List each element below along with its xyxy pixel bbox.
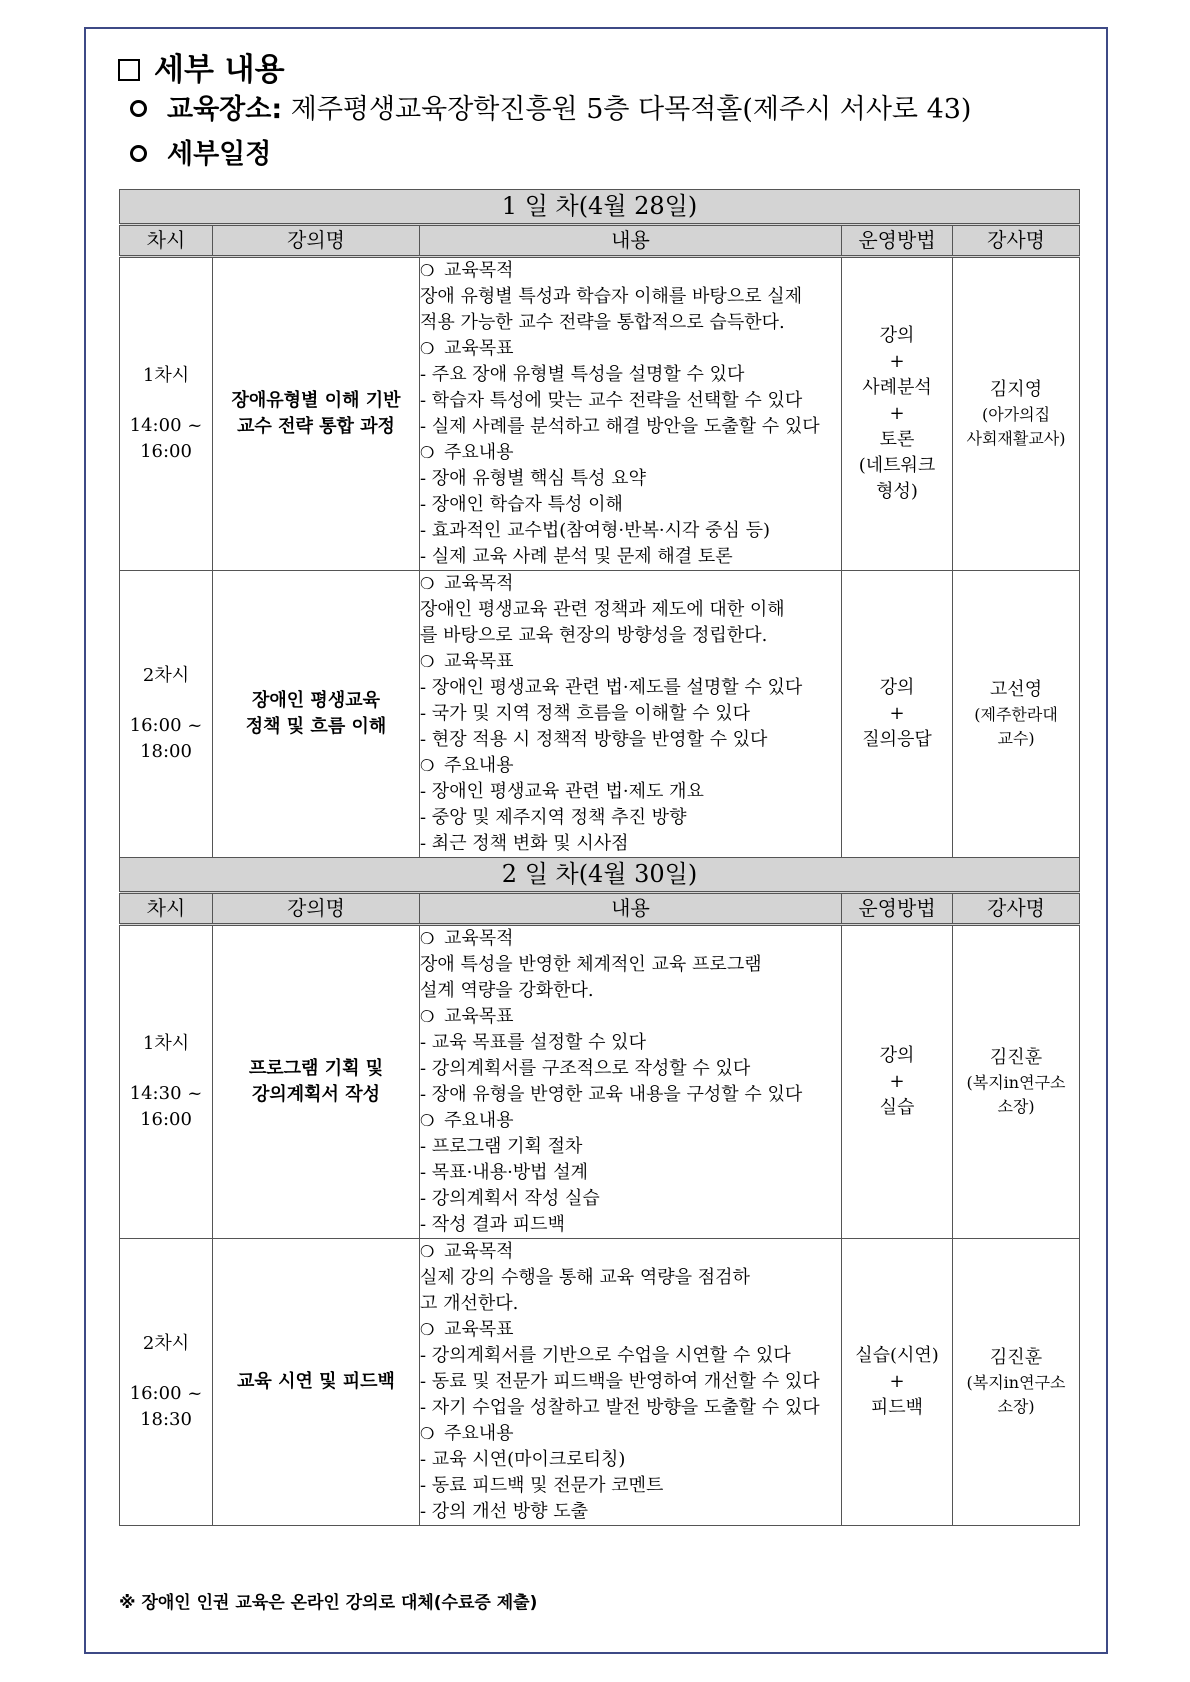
session-time: 14:30 ~ — [129, 1083, 203, 1104]
method-line: + — [889, 351, 905, 372]
instructor-affiliation: (복지in연구소 — [966, 1073, 1066, 1092]
day-title: 1 일 차(4월 28일) — [120, 190, 1080, 225]
session-time: 18:00 — [140, 741, 192, 762]
session-method-cell — [842, 925, 953, 1239]
session-time: 16:00 ~ — [129, 715, 203, 736]
content-line: - 프로그램 기획 절차 — [420, 1136, 583, 1157]
session-instructor-cell — [953, 571, 1080, 858]
session-time-cell — [120, 571, 213, 858]
content-line: - 장애 유형별 핵심 특성 요약 — [420, 468, 646, 489]
content-line: - 교육 시연(마이크로티칭) — [420, 1449, 626, 1470]
content-line: - 강의계획서 작성 실습 — [420, 1188, 600, 1209]
method-line: 실습(시연) — [855, 1345, 939, 1366]
instructor-affiliation: 소장) — [997, 1097, 1035, 1116]
content-line: - 장애인 평생교육 관련 법·제도를 설명할 수 있다 — [420, 677, 803, 698]
col-method: 운영방법 — [842, 893, 953, 925]
content-line: - 최근 정책 변화 및 시사점 — [420, 833, 629, 854]
session-title-line: 강의계획서 작성 — [252, 1084, 380, 1105]
session-time-cell — [120, 257, 213, 571]
column-header-row — [120, 893, 1080, 925]
method-line: + — [889, 403, 905, 424]
content-line: - 동료 및 전문가 피드백을 반영하여 개선할 수 있다 — [420, 1371, 820, 1392]
col-instructor: 강사명 — [953, 893, 1080, 925]
method-line: + — [889, 1371, 905, 1392]
session-title-line: 프로그램 기획 및 — [248, 1058, 384, 1079]
section-heading-text: 세부 내용 — [154, 52, 285, 88]
content-line: - 강의계획서를 기반으로 수업을 시연할 수 있다 — [420, 1345, 791, 1366]
content-line: 를 바탕으로 교육 현장의 방향성을 정립한다. — [420, 625, 768, 646]
schedule-table — [119, 189, 1080, 1526]
session-time: 14:00 ~ — [129, 415, 203, 436]
instructor-name: 고선영 — [989, 679, 1043, 700]
content-line: - 실제 사례를 분석하고 해결 방안을 도출할 수 있다 — [420, 416, 820, 437]
content-section-label: ❍ 교육목적 — [420, 1239, 841, 1265]
session-period: 1차시 — [142, 1033, 190, 1054]
session-time: 16:00 — [140, 1109, 192, 1130]
circle-bullet-icon — [130, 100, 147, 117]
content-section-label: ❍ 주요내용 — [420, 753, 841, 779]
content-line: - 학습자 특성에 맞는 교수 전략을 선택할 수 있다 — [420, 390, 803, 411]
instructor-affiliation: (복지in연구소 — [966, 1373, 1066, 1392]
session-title-cell — [213, 571, 420, 858]
content-section-label: ❍ 주요내용 — [420, 440, 841, 466]
section-heading — [118, 50, 285, 90]
col-content: 내용 — [420, 893, 842, 925]
method-line: 강의 — [879, 677, 915, 698]
content-line: - 장애 유형을 반영한 교육 내용을 구성할 수 있다 — [420, 1084, 803, 1105]
session-title-line: 장애유형별 이해 기반 — [231, 390, 401, 411]
session-time: 18:30 — [140, 1409, 192, 1430]
day-header-row — [120, 858, 1080, 893]
content-line: - 강의계획서를 구조적으로 작성할 수 있다 — [420, 1058, 751, 1079]
method-line: (네트워크 — [858, 455, 936, 476]
content-line: - 장애인 학습자 특성 이해 — [420, 494, 623, 515]
content-line: - 자기 수업을 성찰하고 발전 방향을 도출할 수 있다 — [420, 1397, 820, 1418]
content-line: 설계 역량을 강화한다. — [420, 980, 594, 1001]
content-section-label: ❍ 주요내용 — [420, 1421, 841, 1447]
col-method: 운영방법 — [842, 225, 953, 257]
venue-label: 교육장소: — [167, 94, 283, 125]
session-instructor-cell — [953, 925, 1080, 1239]
session-time: 16:00 ~ — [129, 1383, 203, 1404]
instructor-affiliation: 소장) — [997, 1397, 1035, 1416]
session-instructor-cell — [953, 257, 1080, 571]
content-line: - 장애인 평생교육 관련 법·제도 개요 — [420, 781, 704, 802]
content-line: - 작성 결과 피드백 — [420, 1214, 565, 1235]
col-instructor: 강사명 — [953, 225, 1080, 257]
session-time-cell — [120, 1239, 213, 1526]
session-method-cell — [842, 1239, 953, 1526]
schedule-line — [130, 137, 271, 173]
content-section-label: ❍ 교육목표 — [420, 1004, 841, 1030]
method-line: + — [889, 703, 905, 724]
instructor-name: 김진훈 — [989, 1047, 1043, 1068]
method-line: + — [889, 1071, 905, 1092]
instructor-affiliation: 사회재활교사) — [966, 429, 1066, 448]
content-section-label: ❍ 교육목적 — [420, 571, 841, 597]
session-period: 1차시 — [142, 365, 190, 386]
col-title: 강의명 — [213, 225, 420, 257]
session-period: 2차시 — [142, 665, 190, 686]
col-period: 차시 — [120, 893, 213, 925]
venue-line — [130, 92, 971, 128]
session-method-cell — [842, 257, 953, 571]
content-line: - 효과적인 교수법(참여형·반복·시각 중심 등) — [420, 520, 771, 541]
session-instructor-cell — [953, 1239, 1080, 1526]
content-line: - 중앙 및 제주지역 정책 추진 방향 — [420, 807, 687, 828]
content-section-label: ❍ 교육목표 — [420, 1317, 841, 1343]
session-row — [120, 257, 1080, 571]
method-line: 실습 — [879, 1097, 915, 1118]
content-line: 실제 강의 수행을 통해 교육 역량을 점검하 — [420, 1267, 750, 1288]
session-title-cell — [213, 1239, 420, 1526]
session-content-cell — [420, 257, 842, 571]
session-title-cell — [213, 257, 420, 571]
method-line: 강의 — [879, 325, 915, 346]
session-row — [120, 1239, 1080, 1526]
content-line: 장애 유형별 특성과 학습자 이해를 바탕으로 실제 — [420, 286, 803, 307]
session-row — [120, 571, 1080, 858]
content-section-label: ❍ 주요내용 — [420, 1108, 841, 1134]
circle-bullet-icon — [130, 145, 147, 162]
content-line: 장애 특성을 반영한 체계적인 교육 프로그램 — [420, 954, 762, 975]
content-line: - 실제 교육 사례 분석 및 문제 해결 토론 — [420, 546, 733, 567]
content-line: - 현장 적용 시 정책적 방향을 반영할 수 있다 — [420, 729, 768, 750]
col-period: 차시 — [120, 225, 213, 257]
footnote: ※ 장애인 인권 교육은 온라인 강의로 대체(수료증 제출) — [119, 1593, 538, 1613]
col-content: 내용 — [420, 225, 842, 257]
method-line: 강의 — [879, 1045, 915, 1066]
session-content-cell — [420, 571, 842, 858]
instructor-affiliation: 교수) — [997, 729, 1035, 748]
content-section-label: ❍ 교육목적 — [420, 258, 841, 284]
session-title-line: 교수 전략 통합 과정 — [237, 416, 395, 437]
session-content-cell — [420, 1239, 842, 1526]
schedule-label: 세부일정 — [167, 139, 272, 170]
session-period: 2차시 — [142, 1333, 190, 1354]
session-title-cell — [213, 925, 420, 1239]
day-header-row — [120, 190, 1080, 225]
content-line: 고 개선한다. — [420, 1293, 519, 1314]
content-line: - 목표·내용·방법 설계 — [420, 1162, 589, 1183]
session-row — [120, 925, 1080, 1239]
content-line: - 주요 장애 유형별 특성을 설명할 수 있다 — [420, 364, 745, 385]
content-section-label: ❍ 교육목표 — [420, 336, 841, 362]
instructor-affiliation: (제주한라대 — [974, 705, 1058, 724]
checkbox-square-icon — [118, 59, 140, 81]
session-content-cell — [420, 925, 842, 1239]
session-time: 16:00 — [140, 441, 192, 462]
session-title-line: 교육 시연 및 피드백 — [237, 1371, 395, 1392]
venue-text: 제주평생교육장학진흥원 5층 다목적홀(제주시 서사로 43) — [290, 94, 972, 125]
content-line: - 국가 및 지역 정책 흐름을 이해할 수 있다 — [420, 703, 751, 724]
session-title-line: 장애인 평생교육 — [252, 690, 380, 711]
session-method-cell — [842, 571, 953, 858]
content-section-label: ❍ 교육목표 — [420, 649, 841, 675]
instructor-affiliation: (아가의집 — [981, 405, 1051, 424]
method-line: 토론 — [879, 429, 915, 450]
method-line: 형성) — [876, 481, 918, 502]
day-title: 2 일 차(4월 30일) — [120, 858, 1080, 893]
content-line: - 교육 목표를 설정할 수 있다 — [420, 1032, 646, 1053]
session-title-line: 정책 및 흐름 이해 — [245, 716, 387, 737]
content-line: 장애인 평생교육 관련 정책과 제도에 대한 이해 — [420, 599, 785, 620]
content-line: - 강의 개선 방향 도출 — [420, 1501, 589, 1522]
method-line: 질의응답 — [862, 729, 932, 750]
session-time-cell — [120, 925, 213, 1239]
content-line: - 동료 피드백 및 전문가 코멘트 — [420, 1475, 664, 1496]
instructor-name: 김지영 — [989, 379, 1043, 400]
method-line: 사례분석 — [862, 377, 932, 398]
col-title: 강의명 — [213, 893, 420, 925]
content-section-label: ❍ 교육목적 — [420, 926, 841, 952]
instructor-name: 김진훈 — [989, 1347, 1043, 1368]
column-header-row — [120, 225, 1080, 257]
method-line: 피드백 — [870, 1397, 924, 1418]
content-line: 적용 가능한 교수 전략을 통합적으로 습득한다. — [420, 312, 785, 333]
